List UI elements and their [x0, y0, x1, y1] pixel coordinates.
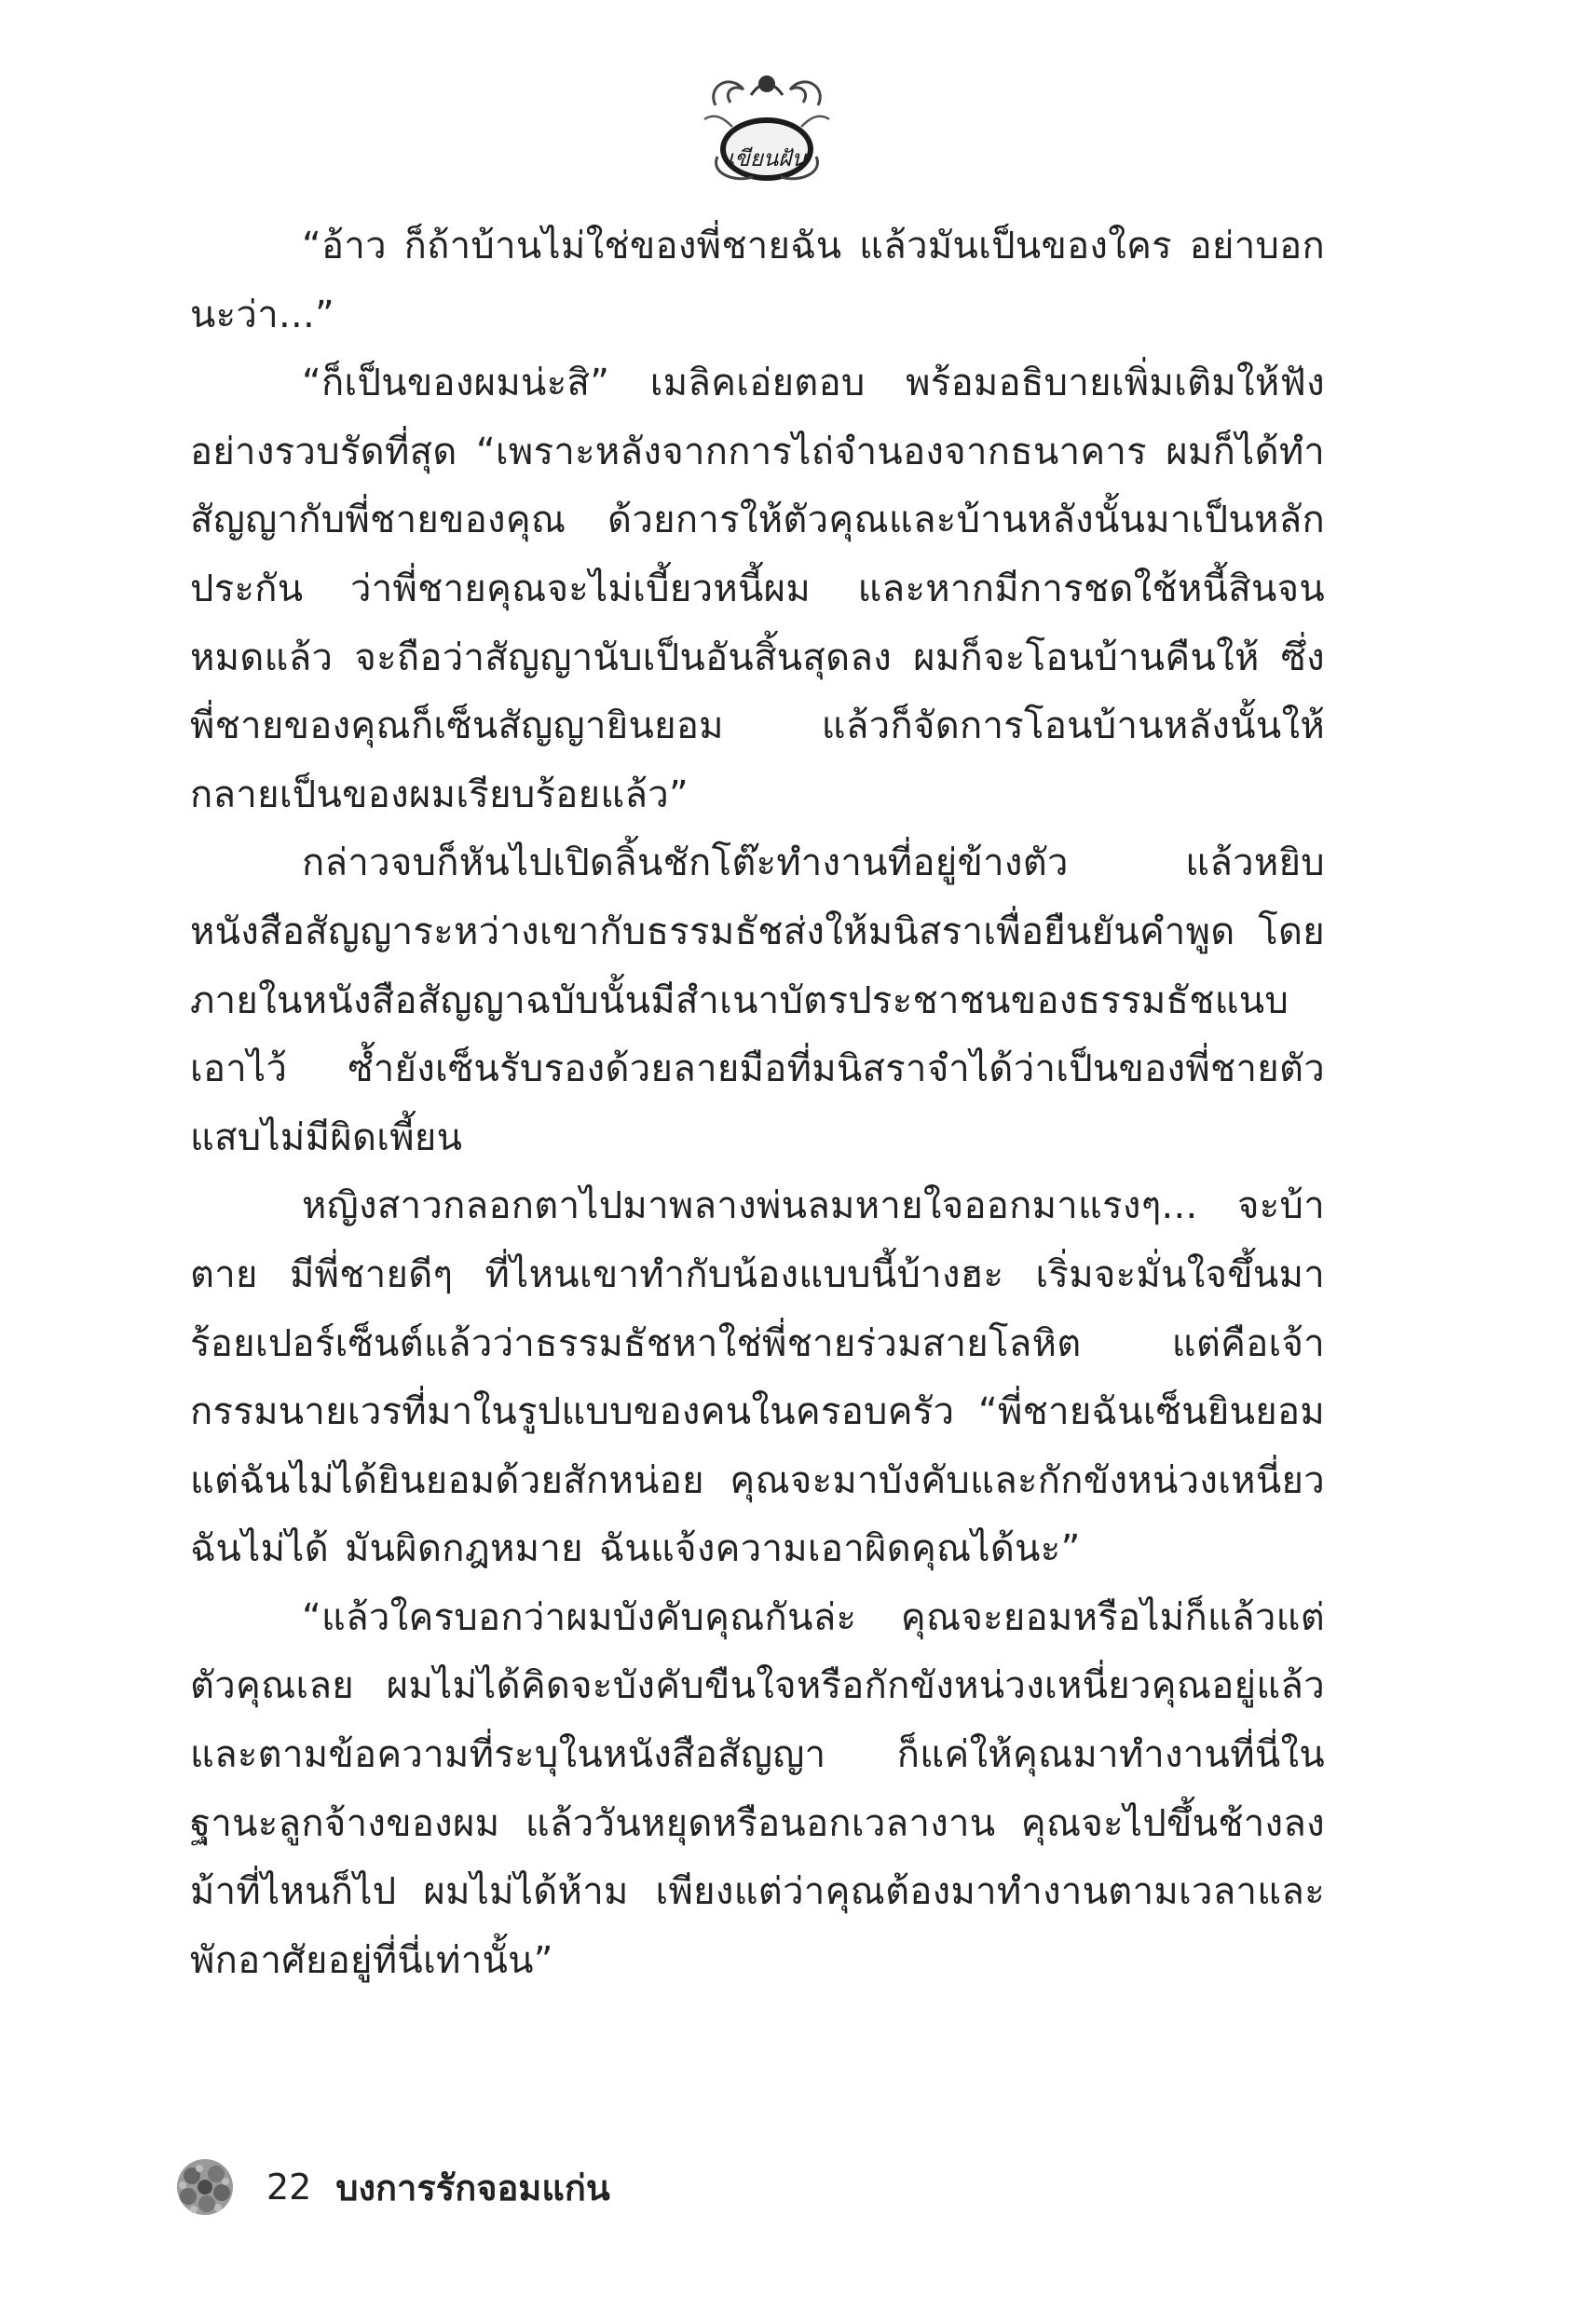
paragraph: กล่าวจบก็หันไปเปิดลิ้นชักโต๊ะทำงานที่อยู่ข้างตัว แล้วหยิบหนังสือสัญญาระหว่างเขากับธรรมธัชส่งให้มนิสราเพื่อยืนยันคำพูด โดยภายในหนังสือสัญญาฉบับนั้นมีสำเนาบัตรประชาชนของธรรมธัชแนบเอาไว้ ซ้ำยังเซ็นรับรองด้วยลายมือที่มนิสราจำได้ว่าเป็นของพี่ชายตัวแสบไม่มีผิดเพี้ยน [190, 841, 1325, 1159]
publisher-logo-text: เขียนฝัน [727, 145, 807, 171]
publisher-logo [697, 63, 837, 185]
page-number: 22 [266, 2167, 312, 2208]
paragraph: “อ้าว ก็ถ้าบ้านไม่ใช่ของพี่ชายฉัน แล้วมันเป็นของใคร อย่าบอกนะว่า...” [190, 225, 1325, 336]
book-title: บงการรักจอมแก่น [335, 2167, 610, 2208]
flower-ornament-icon [173, 2155, 237, 2219]
body-text [190, 212, 1325, 1995]
paragraph: หญิงสาวกลอกตาไปมาพลางพ่นลมหายใจออกมาแรงๆ... จะบ้าตาย มีพี่ชายดีๆ ที่ไหนเขาทำกับน้องแบบนี้บ้างฮะ เริ่มจะมั่นใจขึ้นมาร้อยเปอร์เซ็นต์แล้วว่าธรรมธัชหาใช่พี่ชายร่วมสายโลหิต แต่คือเจ้ากรรมนายเวรที่มาในรูปแบบของคนในครอบครัว “พี่ชายฉันเซ็นยินยอม แต่ฉันไม่ได้ยินยอมด้วยสักหน่อย คุณจะมาบังคับและกักขังหน่วงเหนี่ยวฉันไม่ได้ มันผิดกฎหมาย ฉันแจ้งความเอาผิดคุณได้นะ” [190, 1184, 1325, 1571]
paragraph: “แล้วใครบอกว่าผมบังคับคุณกันล่ะ คุณจะยอมหรือไม่ก็แล้วแต่ตัวคุณเลย ผมไม่ได้คิดจะบังคับขืนใจหรือกักขังหน่วงเหนี่ยวคุณอยู่แล้ว และตามข้อความที่ระบุในหนังสือสัญญา ก็แค่ให้คุณมาทำงานที่นี่ในฐานะลูกจ้างของผม แล้ววันหยุดหรือนอกเวลางาน คุณจะไปขึ้นช้างลงม้าที่ไหนก็ไป ผมไม่ได้ห้าม เพียงแต่ว่าคุณต้องมาทำงานตามเวลาและพักอาศัยอยู่ที่นี่เท่านั้น” [190, 1595, 1325, 1982]
paragraph: “ก็เป็นของผมน่ะสิ” เมลิคเอ่ยตอบ พร้อมอธิบายเพิ่มเติมให้ฟังอย่างรวบรัดที่สุด “เพราะหลังจากการไถ่จำนองจากธนาคาร ผมก็ได้ทำสัญญากับพี่ชายของคุณ ด้วยการให้ตัวคุณและบ้านหลังนั้นมาเป็นหลักประกัน ว่าพี่ชายคุณจะไม่เบี้ยวหนี้ผม และหากมีการชดใช้หนี้สินจนหมดแล้ว จะถือว่าสัญญานับเป็นอันสิ้นสุดลง ผมก็จะโอนบ้านคืนให้ ซึ่งพี่ชายของคุณก็เซ็นสัญญายินยอม แล้วก็จัดการโอนบ้านหลังนั้นให้กลายเป็นของผมเรียบร้อยแล้ว” [190, 362, 1325, 816]
page-footer [173, 2154, 610, 2220]
